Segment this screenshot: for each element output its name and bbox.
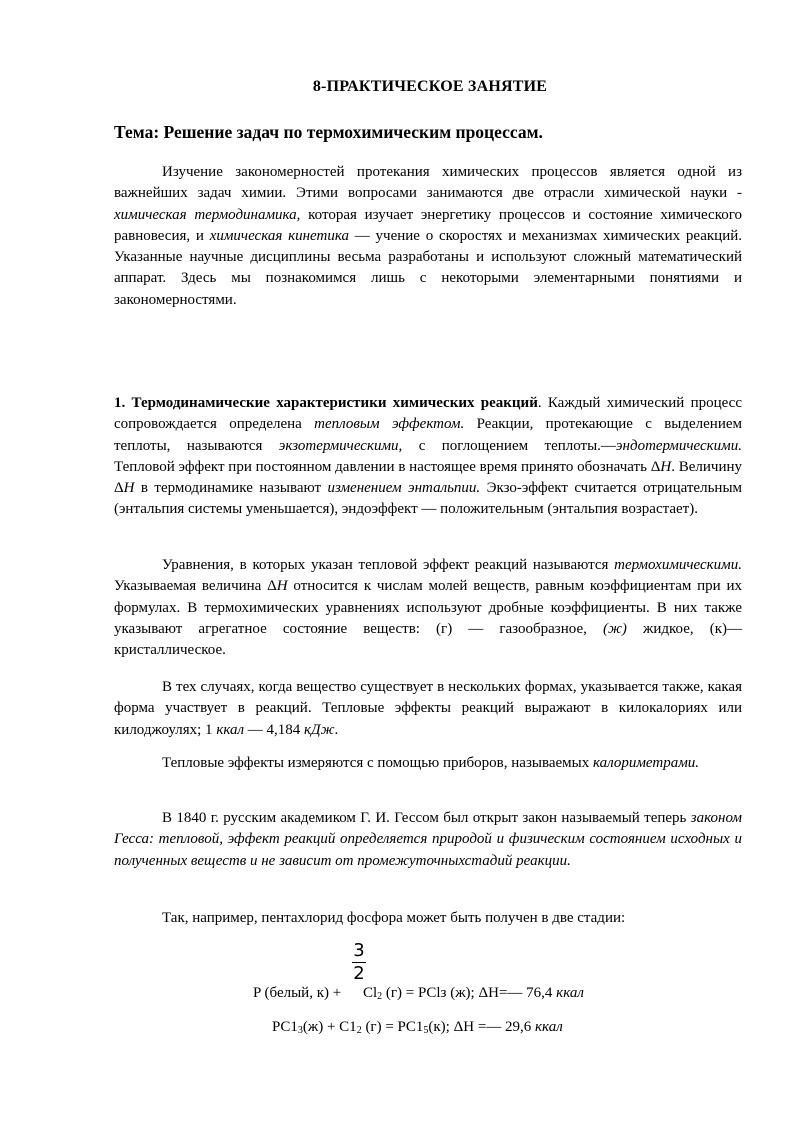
equation1-unit: ккал <box>556 985 584 1001</box>
para3-text-4: жидкое, (к)—кристаллическое. <box>114 620 742 659</box>
para4-unit-kcal: ккал <box>216 721 245 738</box>
page-title: 8-ПРАКТИЧЕСКОЕ ЗАНЯТИЕ <box>312 78 548 95</box>
equation2-part-b: (ж) + C1 <box>302 1019 357 1035</box>
section1-text-7: Экзо-эффект считается отрицательным (энтальпия системы уменьшается), эндоэффект — положительным (энтальпия возрастает). <box>114 480 743 518</box>
equation-1 <box>253 985 584 1002</box>
example-intro-paragraph: Так, например, пентахлорид фосфора может быть получен в две стадии: <box>162 910 626 926</box>
fraction-denominator: 2 <box>353 963 365 984</box>
section1-symbol-h2: H <box>123 480 135 497</box>
section1-term-heat-effect: тепловым эффектом. <box>314 416 465 433</box>
para6-hess-law-statement: законом Гесса: тепловой, эффект реакций определяется природой и физическим состоянием исходных и полученных веществ и не зависит от промежуточныхстадий реакции. <box>114 810 742 869</box>
para3-term-thermochemical: термохимическими. <box>614 557 742 573</box>
intro-text-2: которая изучает энергетику процессов и состояние химического равновесия, и <box>114 206 743 244</box>
section1-text-3: с поглощением теплоты.— <box>402 437 616 454</box>
equation2-sub-a: 3 <box>297 1025 303 1036</box>
section1-paragraph <box>114 393 742 521</box>
units-paragraph <box>114 677 742 741</box>
para3-text-2: Указываемая величина Δ <box>114 578 277 595</box>
para5-term-calorimeters: калориметрами. <box>592 755 700 771</box>
thermochemical-equations-paragraph <box>114 555 742 661</box>
para4-text-1: В тех случаях, когда вещество существует в нескольких формах, указывается также, какая форма участвует в реакций. Тепловые эффекты реакций выражают в килокалориях или килоджоулях; 1 <box>114 679 742 738</box>
para3-symbol-h: H <box>276 578 288 595</box>
section1-term-enthalpy-change: изменением энтальпии. <box>327 480 481 497</box>
intro-term-thermodynamics: химическая термодинамика, <box>114 206 301 223</box>
intro-term-kinetics: химическая кинетика <box>209 227 349 244</box>
calorimeters-paragraph <box>114 753 742 774</box>
equation2-part-a: PC1 <box>272 1019 298 1035</box>
hess-law-paragraph <box>114 808 742 872</box>
section1-term-exothermic: экзотермическими, <box>278 437 403 454</box>
fraction-three-halves <box>344 940 374 985</box>
equation2-part-d: (к); ΔH =— 29,6 <box>428 1019 536 1035</box>
equation1-chlorine: Cl <box>362 985 378 1001</box>
para3-term-liquid: (ж) <box>602 620 627 637</box>
para3-text-1: Уравнения, в которых указан тепловой эффект реакций называются <box>162 557 615 573</box>
para3-text-3: относится к числам молей веществ, равным коэффициентам при их формулах. В термохимических уравнениях используют дробные коэффициенты. В них также указывают агрегатное состояние веществ: (г) — газообразное, <box>114 578 742 637</box>
equation-2 <box>272 1019 563 1036</box>
para4-unit-kj: кДж <box>304 721 335 738</box>
section1-text-6: в термодинамике называют <box>134 480 328 497</box>
section1-term-endothermic: эндотермическими. <box>615 437 742 454</box>
section1-text-4: Тепловой эффект при постоянном давлении в настоящее время принято обозначать Δ <box>114 458 661 475</box>
equation1-left: P (белый, к) + <box>253 985 345 1001</box>
para4-text-2: — 4,184 <box>244 721 305 738</box>
fraction-numerator: 3 <box>353 940 365 961</box>
equation2-sub-b: 2 <box>356 1025 362 1036</box>
topic-heading: Тема: Решение задач по термохимическим процессам. <box>114 122 543 142</box>
section1-symbol-h1: H <box>660 458 672 475</box>
section1-heading: 1. Термодинамические характеристики химических реакций <box>114 395 538 411</box>
section1-text-1: . Каждый химический процесс сопровождается определена <box>114 395 743 433</box>
equation1-right: (г) = PClз (ж); ΔH=— 76,4 <box>382 985 557 1001</box>
section1-text-2: Реакции, протекающие с выделением теплоты, называются <box>114 416 743 454</box>
equation2-sub-c: 5 <box>423 1025 429 1036</box>
equation2-part-c: (г) = PC1 <box>361 1019 424 1035</box>
para4-text-3: . <box>334 721 339 738</box>
para6-text-1: В 1840 г. русским академиком Г. И. Гессом был открыт закон называемый теперь <box>162 810 691 826</box>
para5-text-1: Тепловые эффекты измеряются с помощью приборов, называемых <box>162 755 593 771</box>
intro-paragraph <box>114 162 742 311</box>
intro-text-3: — учение о скоростях и механизмах химических реакций. Указанные научные дисциплины весьма разработаны и используют сложный математический аппарат. Здесь мы познакомимся лишь с некоторыми элементарными понятиями и закономерностями. <box>114 227 743 308</box>
section1-text-5: . Величину Δ <box>114 458 743 497</box>
equation2-unit: ккал <box>535 1019 563 1035</box>
equation1-chlorine-subscript: 2 <box>377 991 383 1002</box>
intro-text-1: Изучение закономерностей протекания химических процессов является одной из важнейших задач химии. Этими вопросами занимаются две отрасли химической науки - <box>114 164 742 202</box>
